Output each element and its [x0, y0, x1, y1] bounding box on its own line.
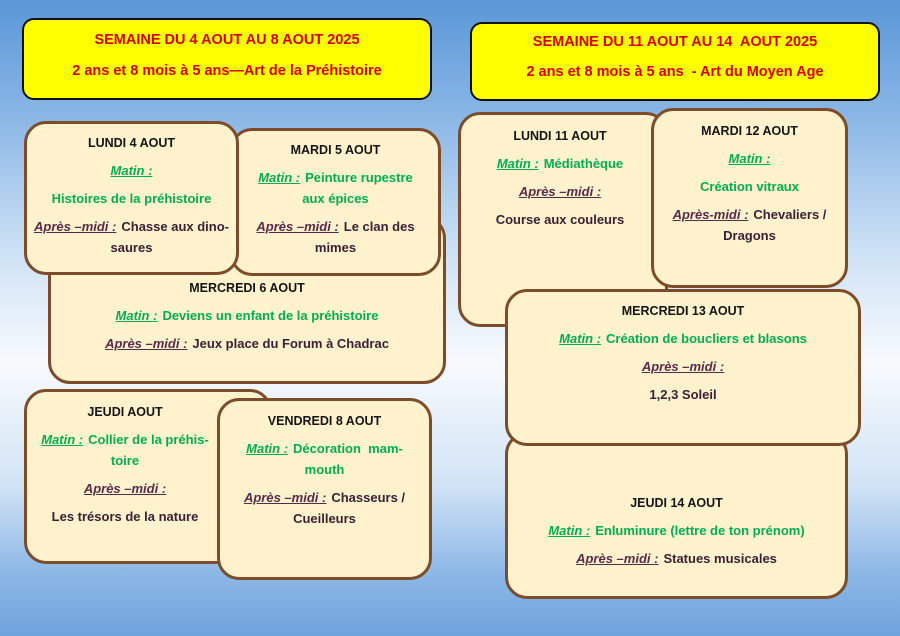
morning-line [654, 151, 845, 167]
morning-line [508, 331, 858, 347]
afternoon-line [461, 184, 659, 200]
morning-label: Matin : [496, 156, 539, 171]
afternoon-activity: Chevaliers / [753, 207, 827, 222]
day-title: LUNDI 4 AOUT [87, 136, 176, 150]
day-card-mercredi-13-aout [505, 289, 861, 446]
day-card-mardi-12-aout [651, 108, 848, 288]
day-card-jeudi-14-aout [505, 432, 848, 599]
afternoon-activity: Chasseurs / [331, 490, 406, 505]
afternoon-label: Après-midi : [672, 207, 749, 222]
morning-line [233, 170, 438, 186]
afternoon-line [654, 207, 845, 223]
day-card-lundi-4-aout [24, 121, 239, 275]
morning-activity: Création vitraux [700, 179, 799, 194]
afternoon-label: Après –midi : [576, 551, 659, 566]
morning-label: Matin : [258, 170, 301, 185]
morning-label: Matin : [110, 163, 153, 178]
morning-activity: Peinture rupestre [305, 170, 413, 185]
afternoon-activity-continued: saures [110, 240, 153, 255]
week-2-subtitle: 2 ans et 8 mois à 5 ans - Art du Moyen Age [526, 64, 824, 80]
afternoon-label: Après –midi : [83, 481, 167, 496]
morning-activity: Médiathèque [543, 156, 624, 171]
morning-activity: Histoires de la préhistoire [51, 191, 212, 206]
afternoon-line [508, 551, 845, 567]
day-title: VENDREDI 8 AOUT [267, 414, 382, 428]
day-card-mardi-5-aout [230, 128, 441, 276]
morning-line [461, 156, 659, 172]
afternoon-line [27, 219, 236, 235]
morning-label: Matin : [246, 441, 289, 456]
afternoon-activity: Statues musicales [663, 551, 777, 566]
day-title: MARDI 12 AOUT [701, 124, 798, 138]
afternoon-activity: Course aux couleurs [495, 212, 625, 227]
week-1-title: SEMAINE DU 4 AOUT AU 8 AOUT 2025 [94, 32, 360, 48]
afternoon-line [233, 219, 438, 235]
morning-label: Matin : [559, 331, 602, 346]
afternoon-activity: Le clan des [343, 219, 415, 234]
morning-line [27, 163, 236, 179]
afternoon-line [508, 359, 858, 375]
morning-line [220, 441, 429, 457]
morning-label: Matin : [115, 308, 158, 323]
afternoon-activity-continued: Cueilleurs [293, 511, 356, 526]
afternoon-label: Après –midi : [243, 490, 327, 505]
morning-label: Matin : [41, 432, 84, 447]
day-title: JEUDI AOUT [87, 405, 163, 419]
morning-activity-continued: toire [110, 453, 140, 468]
morning-activity: Décoration mam- [293, 441, 403, 456]
day-title: MARDI 5 AOUT [290, 143, 381, 157]
morning-activity-continued: mouth [304, 462, 345, 477]
afternoon-label: Après –midi : [34, 219, 117, 234]
week-1-subtitle: 2 ans et 8 mois à 5 ans—Art de la Préhistoire [72, 63, 382, 79]
week-2-title: SEMAINE DU 11 AOUT AU 14 AOUT 2025 [532, 34, 818, 50]
afternoon-activity: 1,2,3 Soleil [649, 387, 717, 402]
afternoon-line [51, 336, 443, 352]
day-title: LUNDI 11 AOUT [513, 129, 607, 143]
afternoon-label: Après –midi : [641, 359, 725, 374]
morning-activity-continued: aux épices [302, 191, 369, 206]
afternoon-activity: Chasse aux dino- [121, 219, 229, 234]
day-title: JEUDI 14 AOUT [630, 496, 723, 510]
morning-activity: Collier de la préhis- [88, 432, 209, 447]
day-title: MERCREDI 13 AOUT [621, 304, 745, 318]
morning-label: Matin : [728, 151, 771, 166]
afternoon-label: Après –midi : [518, 184, 602, 199]
week-2-header [470, 22, 880, 101]
morning-activity: Enluminure (lettre de ton prénom) [595, 523, 805, 538]
week-1-header [22, 18, 432, 100]
afternoon-activity-continued: mimes [314, 240, 357, 255]
afternoon-activity: Jeux place du Forum à Chadrac [192, 336, 389, 351]
morning-line [27, 432, 223, 448]
morning-line [508, 523, 845, 539]
afternoon-line [27, 481, 223, 497]
afternoon-activity-continued: Dragons [723, 228, 776, 243]
morning-line [51, 308, 443, 324]
afternoon-activity: Les trésors de la nature [51, 509, 199, 524]
day-card-vendredi-8-aout [217, 398, 432, 580]
morning-activity: Deviens un enfant de la préhistoire [162, 308, 379, 323]
afternoon-label: Après –midi : [105, 336, 188, 351]
afternoon-label: Après –midi : [256, 219, 339, 234]
day-title: MERCREDI 6 AOUT [189, 281, 305, 295]
morning-label: Matin : [548, 523, 591, 538]
morning-activity: Création de boucliers et blasons [606, 331, 807, 346]
afternoon-line [220, 490, 429, 506]
